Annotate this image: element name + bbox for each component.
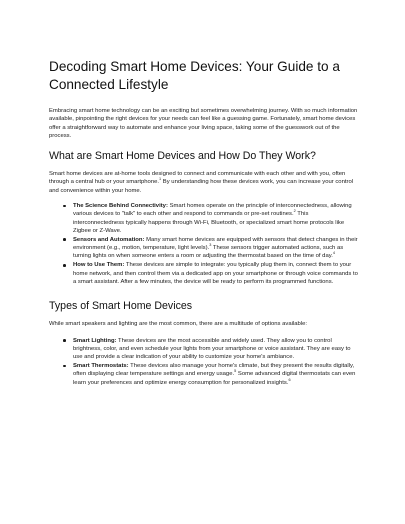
list-item-text: Smart homes operate on the principle of interconnectedness, allowing various devices to "talk" to each other and respond to commands or pre-set routines. bbox=[73, 203, 352, 218]
list-item bbox=[73, 202, 358, 235]
footnote-ref: 4 bbox=[332, 251, 336, 256]
list-item-term: Sensors and Automation: bbox=[73, 236, 145, 243]
section1-paragraph-text-end: By understanding how these devices work, you can increase your control and convenience within your home. bbox=[49, 179, 354, 194]
footnote-ref: 5 bbox=[234, 369, 237, 374]
list-item-text: These devices are simple to integrate: you typically plug them in, connect them to your home network, and then control them via a dedicated app on your smartphone or through voice commands to a smart assistant. After a few minutes, the device will be ready to perform its programmed functions. bbox=[73, 262, 358, 285]
list-item bbox=[73, 337, 358, 362]
list-item-text-continued: These sensors trigger automated actions, such as turning lights on when someone enters a room or adjusting the thermostat based on the time of day. bbox=[73, 245, 344, 260]
list-item-term: Smart Lighting: bbox=[73, 337, 117, 344]
section1-list bbox=[49, 202, 358, 286]
document-title: Decoding Smart Home Devices: Your Guide to a Connected Lifestyle bbox=[49, 59, 340, 92]
footnote-ref: 3 bbox=[209, 243, 212, 248]
list-item-text: These devices also manage your home's climate, but they present the results digitally, often displaying clear temperature settings and energy usage. bbox=[73, 363, 355, 378]
list-item-term: Smart Thermostats: bbox=[73, 363, 129, 370]
list-item-term: How to Use Them: bbox=[73, 262, 125, 269]
list-item bbox=[73, 236, 358, 261]
footnote-ref: 2 bbox=[293, 209, 296, 214]
list-item-term: The Science Behind Connectivity: bbox=[73, 203, 168, 210]
list-item-text: Many smart home devices are equipped with sensors that detect changes in their environment (e.g., motion, temperature, light levels). bbox=[73, 236, 358, 252]
list-item-text-continued: Some advanced digital thermostats can even learn your preferences and optimize energy consumption for personalized insights. bbox=[73, 371, 356, 386]
list-item-text-continued: This interconnectedness typically happens through Wi-Fi, Bluetooth, or specialized smart home protocols like Zigbee or Z-Wave. bbox=[73, 211, 345, 234]
list-item bbox=[73, 261, 358, 286]
section-heading-types: Types of Smart Home Devices bbox=[49, 300, 193, 313]
list-item-text: These devices are the most accessible and widely used. They allow you to control brightness, color, and even schedule your lights from your smartphone or voice assistant. They are easy to use and provide a clear indication of your ability to customize your home's ambiance. bbox=[73, 337, 351, 361]
section2-list bbox=[49, 337, 358, 387]
section1-paragraph-text: Smart home devices are at-home tools designed to connect and communicate with each other and with you, often through a central hub or your smartphone. bbox=[49, 171, 346, 186]
section2-paragraph: While smart speakers and lighting are the most common, there are a multitude of options available: bbox=[49, 321, 308, 328]
section1-paragraph bbox=[49, 170, 358, 195]
list-item bbox=[73, 362, 358, 387]
footnote-ref: 1 bbox=[159, 177, 162, 182]
footnote-ref: 6 bbox=[288, 377, 291, 382]
section-heading-what-are: What are Smart Home Devices and How Do They Work? bbox=[49, 150, 316, 163]
intro-paragraph: Embracing smart home technology can be an exciting but sometimes overwhelming journey. With so much information available, pinpointing the right devices for your needs can feel like a guessing game. Fortunately, smart home devices offer a straightforward way to automate and enhance your living space, taking some of the guesswork out of the process. bbox=[49, 108, 358, 139]
